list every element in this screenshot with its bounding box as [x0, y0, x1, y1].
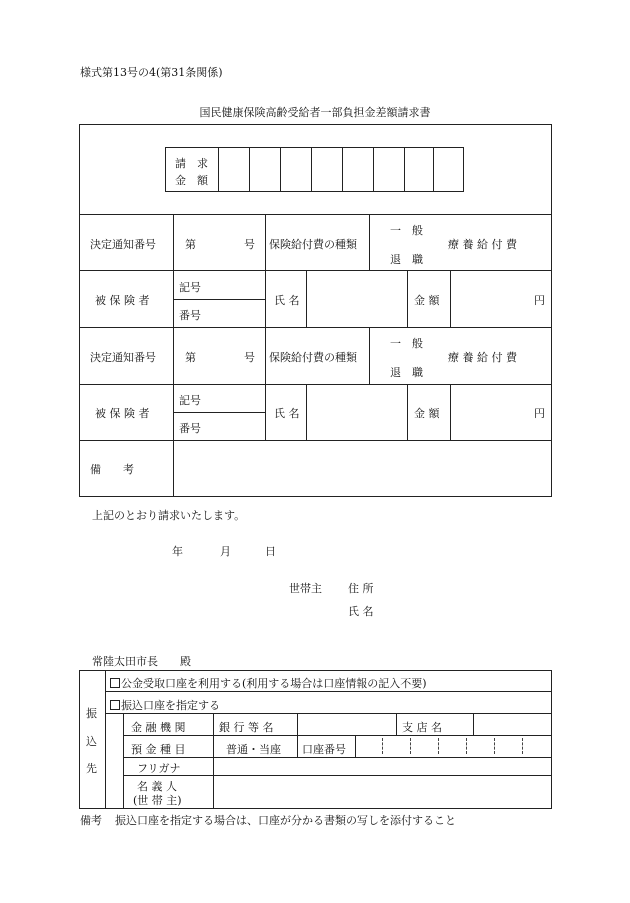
- applicant-name-label: 氏 名: [348, 605, 374, 618]
- digit-guide: [466, 738, 467, 754]
- digit-divider: [342, 147, 343, 192]
- checkbox[interactable]: [110, 678, 120, 688]
- benefit-name: 療 養 給 付 費: [448, 351, 517, 364]
- institution-label: 金 融 機 関: [131, 721, 186, 734]
- digit-guide: [522, 738, 523, 754]
- footnote-label: 備考: [80, 814, 102, 827]
- option-specify-account[interactable]: [110, 697, 220, 713]
- digit-divider: [433, 147, 434, 192]
- row-divider: [79, 384, 552, 385]
- row-divider: [79, 214, 552, 215]
- footnote-text: 振込口座を指定する場合は、口座が分かる書類の写しを添付すること: [115, 814, 456, 827]
- remarks-label: 備 考: [90, 463, 134, 476]
- digit-guide: [410, 738, 411, 754]
- number-label: 番号: [179, 422, 201, 435]
- col-divider: [369, 214, 370, 270]
- option-specify-text: 振込口座を指定する: [121, 699, 220, 712]
- type-general[interactable]: 一 般: [390, 337, 423, 350]
- digit-divider: [311, 147, 312, 192]
- amount-label: 金 額: [414, 294, 440, 307]
- row-divider: [123, 757, 552, 758]
- yen-unit: 円: [534, 407, 545, 420]
- digit-divider: [280, 147, 281, 192]
- row-divider: [173, 299, 265, 300]
- row-divider: [105, 691, 552, 692]
- notice-number-label: 決定通知番号: [90, 351, 156, 364]
- branch-name-label: 支 店 名: [402, 721, 442, 734]
- claim-amount-box[interactable]: [165, 147, 464, 192]
- deposit-type-label: 預 金 種 目: [131, 743, 186, 756]
- benefit-name: 療 養 給 付 費: [448, 238, 517, 251]
- notice-dai: 第: [185, 351, 196, 364]
- insured-label: 被 保 険 者: [95, 294, 150, 307]
- transfer-side-1: 振: [86, 707, 97, 720]
- notice-number-label: 決定通知番号: [90, 238, 156, 251]
- col-divider: [450, 384, 451, 440]
- col-divider: [396, 713, 397, 735]
- name-label: 氏 名: [274, 294, 300, 307]
- symbol-label: 記号: [179, 394, 201, 407]
- notice-go: 号: [244, 238, 255, 251]
- col-divider: [369, 327, 370, 384]
- col-divider: [265, 214, 266, 440]
- digit-divider: [373, 147, 374, 192]
- digit-divider: [249, 147, 250, 192]
- amount-label: 金 額: [414, 407, 440, 420]
- furigana-label: フリガナ: [137, 762, 181, 775]
- type-retired[interactable]: 退 職: [390, 253, 423, 266]
- col-divider: [407, 270, 408, 327]
- transfer-side-3: 先: [86, 762, 97, 775]
- number-label: 番号: [179, 309, 201, 322]
- col-divider: [306, 270, 307, 327]
- row-divider: [173, 412, 265, 413]
- account-number-label: 口座番号: [302, 743, 346, 756]
- col-divider: [297, 713, 298, 757]
- account-holder-sub-label: (世 帯 主): [133, 794, 182, 807]
- benefit-type-label: 保険給付費の種類: [269, 238, 357, 251]
- request-text: 上記のとおり請求いたします。: [92, 509, 246, 522]
- type-general[interactable]: 一 般: [390, 224, 423, 237]
- notice-go: 号: [244, 351, 255, 364]
- row-divider: [79, 270, 552, 271]
- row-divider: [79, 327, 552, 328]
- yen-unit: 円: [534, 294, 545, 307]
- col-divider: [213, 713, 214, 809]
- digit-divider: [404, 147, 405, 192]
- option-public-text: 公金受取口座を利用する(利用する場合は口座情報の記入不要): [121, 677, 427, 690]
- row-divider: [123, 735, 552, 736]
- col-divider: [173, 214, 174, 497]
- col-divider: [450, 270, 451, 327]
- household-head-label: 世帯主: [289, 582, 322, 595]
- deposit-type-value[interactable]: 普通・当座: [226, 743, 281, 756]
- symbol-label: 記号: [179, 281, 201, 294]
- account-holder-label: 名 義 人: [137, 780, 177, 793]
- digit-divider: [218, 147, 219, 192]
- row-divider: [79, 440, 552, 441]
- form-number: 様式第13号の4(第31条関係): [80, 66, 223, 79]
- option-public-account[interactable]: [110, 675, 427, 691]
- form-title: 国民健康保険高齢受給者一部負担金差額請求書: [199, 106, 431, 119]
- benefit-type-label: 保険給付費の種類: [269, 351, 357, 364]
- row-divider: [123, 775, 552, 776]
- date-year: 年: [172, 545, 183, 558]
- digit-guide: [494, 738, 495, 754]
- col-divider: [123, 713, 124, 809]
- address-label: 住 所: [348, 582, 374, 595]
- row-divider: [105, 713, 552, 714]
- claim-label-line1: 請 求: [175, 157, 208, 170]
- digit-guide: [382, 738, 383, 754]
- checkbox[interactable]: [110, 700, 120, 710]
- date-month: 月: [220, 545, 231, 558]
- claim-label-line2: 金 額: [175, 174, 208, 187]
- type-retired[interactable]: 退 職: [390, 366, 423, 379]
- bank-name-label: 銀 行 等 名: [219, 721, 274, 734]
- col-divider: [473, 713, 474, 735]
- notice-dai: 第: [185, 238, 196, 251]
- col-divider: [407, 384, 408, 440]
- transfer-side-2: 込: [86, 735, 97, 748]
- name-label: 氏 名: [274, 407, 300, 420]
- col-divider: [306, 384, 307, 440]
- digit-guide: [438, 738, 439, 754]
- addressee: 常陸太田市長 殿: [92, 655, 191, 668]
- date-day: 日: [265, 545, 276, 558]
- col-divider: [355, 735, 356, 757]
- insured-label: 被 保 険 者: [95, 407, 150, 420]
